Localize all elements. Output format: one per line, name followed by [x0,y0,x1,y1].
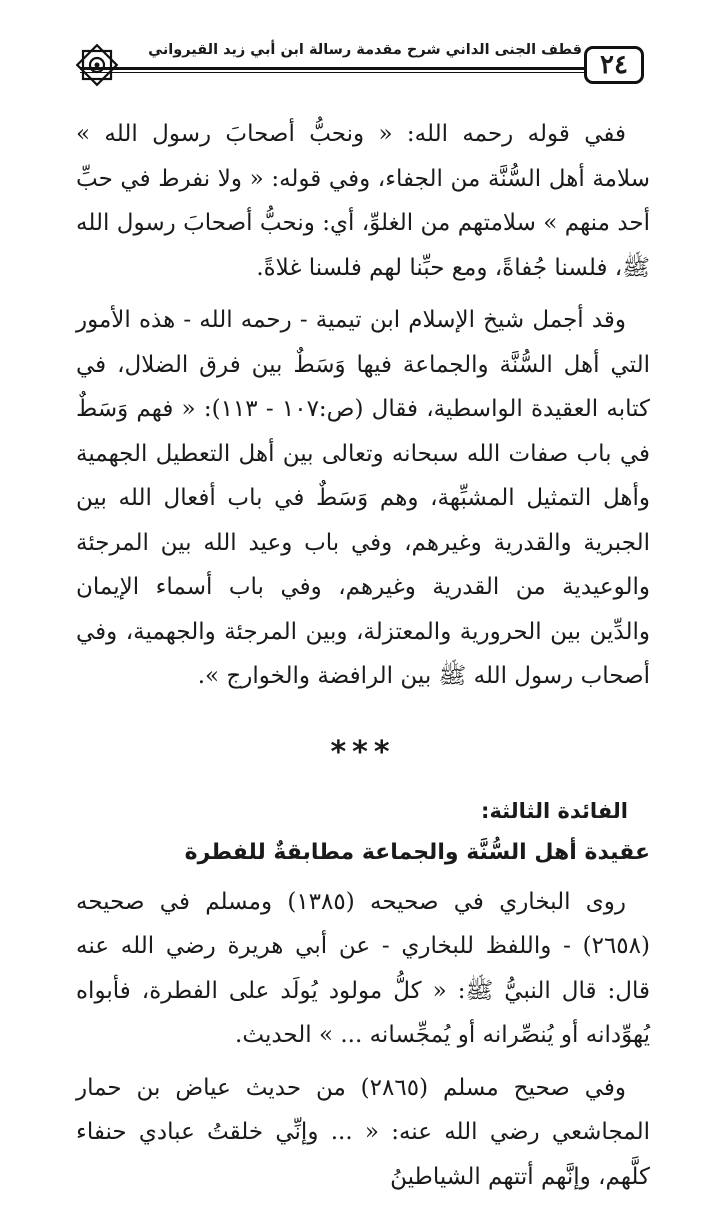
running-title: قطف الجنى الداني شرح مقدمة رسالة ابن أبي زيد القيرواني [148,42,582,58]
page-body [76,112,650,1207]
paragraph-3: روى البخاري في صحيحه (١٣٨٥) ومسلم في صحيحه (٢٦٥٨) - واللفظ للبخاري - عن أبي هريرة رضي الله عنه قال: قال النبيُّ ﷺ: « كلُّ مولود يُولَد على الفطرة، فأبواه يُهوِّدانه أو يُنصِّرانه أو يُمجِّسانه ... » الحديث. [76,888,650,1048]
section-label: الفائدة الثالثة: [481,798,628,823]
header-rule-thin [80,72,585,73]
paragraph-2: وقد أجمل شيخ الإسلام ابن تيمية - رحمه الله - هذه الأمور التي أهل السُّنَّة والجماعة فيها وَسَطٌ بين فرق الضلال، في كتابه العقيدة الواسطية، فقال (ص:١٠٧ - ١١٣): « فهم وَسَطٌ في باب صفات الله سبحانه وتعالى بين أهل التعطيل الجهمية وأهل التمثيل المشبِّهة، وهم وَسَطٌ في باب أفعال الله بين الجبرية والقدرية وغيرهم، وفي باب وعيد الله بين المرجئة والوعيدية من القدرية وغيرهم، وفي باب أسماء الإيمان والدِّين بين الحرورية والمعتزلة، وبين المرجئة والجهمية، وفي أصحاب رسول الله ﷺ بين الرافضة والخوارج ». [76,307,651,689]
paragraph-1: ففي قوله رحمه الله: « ونحبُّ أصحابَ رسول الله » سلامة أهل السُّنَّة من الجفاء، وفي قوله: « ولا نفرط في حبِّ أحد منهم » سلامتهم من الغلوِّ، أي: ونحبُّ أصحابَ رسول الله ﷺ، فلسنا جُفاةً، ومع حبِّنا لهم فلسنا غلاةً. [76,121,650,281]
page-header [0,0,726,100]
section-separator: *** [330,734,396,770]
section-title: عقيدة أهل السُّنَّة والجماعة مطابقةٌ للفطرة [184,839,650,865]
header-rule [80,67,585,70]
paragraph-4: وفي صحيح مسلم (٢٨٦٥) من حديث عياض بن حمار المجاشعي رضي الله عنه: « ... وإنِّي خلقتُ عبادي حنفاء كلَّهم، وإنَّهم أتتهم الشياطينُ [76,1074,650,1190]
star-ornament-icon [72,40,122,90]
page-number: ٢٤ [584,46,644,84]
